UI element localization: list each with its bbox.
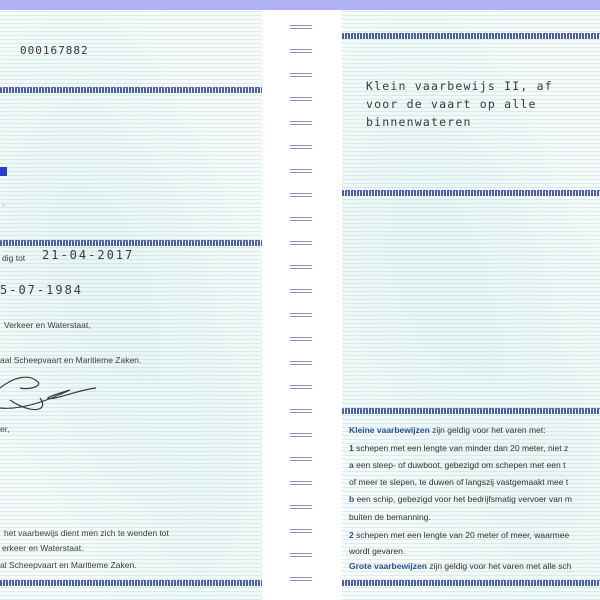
separator-line (0, 87, 262, 93)
large-license-rest: zijn geldig voor het varen met alle sch (426, 561, 572, 571)
license-title-3: binnenwateren (366, 115, 472, 129)
birth-date: 5-07-1984 (0, 283, 84, 297)
separator-line (0, 240, 262, 246)
item-b-text: een schip, gebezigd voor het bedrijfsmatig vervoer van m (354, 494, 573, 504)
item-1-text: schepen met een lengte van minder dan 20 meter, niet z (353, 443, 569, 453)
item-1-number: 1 (349, 443, 354, 453)
er-label: er, (0, 424, 10, 434)
large-license-line (349, 561, 572, 571)
separator-line (342, 580, 600, 586)
footer-line-3: al Scheepvaart en Maritieme Zaken. (0, 560, 137, 570)
item-2 (349, 530, 569, 540)
large-license-term: Grote vaarbewijzen (349, 561, 427, 571)
license-title-2: voor de vaart op alle (366, 97, 537, 111)
item-a-text: een sleep- of duwboot, gebezigd om schepen met een t (353, 460, 566, 470)
item-a-continued: of meer te slepen, te duwen of langszij vastgemaakt mee t (349, 477, 569, 487)
validity-intro (349, 425, 546, 435)
ministry-text: Verkeer en Waterstaat, (4, 320, 91, 330)
item-2-continued: wordt gevaren. (349, 546, 406, 556)
footer-line-1: het vaarbewijs dient men zich te wenden tot (4, 528, 169, 538)
item-b-continued: buiten de bemanning. (349, 512, 431, 522)
left-page (0, 10, 262, 600)
item-a-number: a (349, 460, 354, 470)
separator-line (342, 408, 600, 414)
directorate-text: aal Scheepvaart en Maritieme Zaken. (0, 355, 142, 365)
blue-mark (0, 167, 7, 176)
item-1 (349, 443, 568, 453)
license-title-1: Klein vaarbewijs II, af (366, 79, 553, 93)
signature (0, 368, 110, 418)
item-b-number: b (349, 494, 355, 504)
item-2-text: schepen met een lengte van 20 meter of meer, waarmee (353, 530, 570, 540)
valid-until-date: 21-04-2017 (42, 248, 135, 262)
separator-line (0, 580, 262, 586)
footer-line-2: erkeer en Waterstaat. (2, 543, 84, 553)
item-b (349, 494, 572, 504)
validity-intro-rest: zijn geldig voor het varen met: (429, 425, 546, 435)
top-strip (0, 0, 600, 10)
small-license-term: Kleine vaarbewijzen (349, 425, 430, 435)
dot-label: · (2, 200, 5, 210)
item-a (349, 460, 565, 470)
separator-line (342, 33, 600, 39)
valid-until-label: dig tot (2, 253, 26, 263)
document-number: 000167882 (20, 44, 89, 57)
separator-line (342, 190, 600, 196)
item-2-number: 2 (349, 530, 354, 540)
page-binding (290, 10, 312, 600)
